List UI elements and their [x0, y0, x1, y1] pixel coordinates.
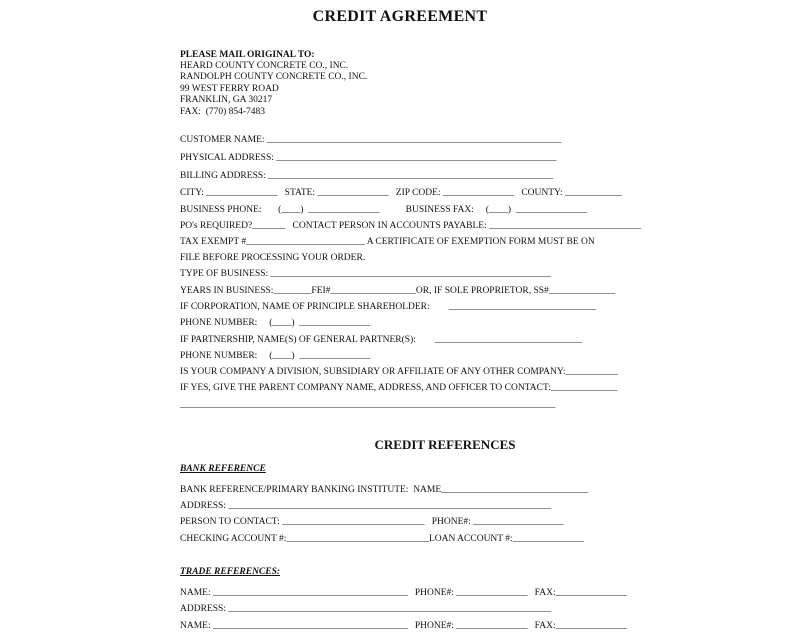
corporation-phone-field[interactable]: PHONE NUMBER: (____) _______________ [180, 318, 371, 328]
affiliate-company-field[interactable]: IS YOUR COMPANY A DIVISION, SUBSIDIARY OR AFFILIATE OF ANY OTHER COMPANY:___________ [180, 367, 618, 377]
mail-to-line: 99 WEST FERRY ROAD [180, 84, 279, 94]
mail-to-line: RANDOLPH COUNTY CONCRETE CO., INC. [180, 72, 368, 82]
mail-to-line: FAX: (770) 854-7483 [180, 107, 266, 117]
physical-address-field[interactable]: PHYSICAL ADDRESS: ___________________________________________________________ [180, 153, 557, 163]
bank-address-field[interactable]: ADDRESS: ____________________________________________________________________ [180, 501, 552, 511]
city-state-zip-county-fields[interactable]: CITY: _______________ STATE: _______________ ZIP CODE: _______________ COUNTY: ____________ [180, 188, 623, 198]
document-title: CREDIT AGREEMENT [312, 8, 488, 25]
corporation-shareholder-field[interactable]: IF CORPORATION, NAME OF PRINCIPLE SHAREHOLDER: _______________________________ [180, 302, 596, 312]
credit-references-title: CREDIT REFERENCES [374, 437, 516, 452]
billing-address-field[interactable]: BILLING ADDRESS: ____________________________________________________________ [180, 171, 554, 181]
mail-to-line: HEARD COUNTY CONCRETE CO., INC. [180, 61, 349, 71]
trade-references-heading: TRADE REFERENCES: [180, 567, 281, 577]
trade-address-field[interactable]: ADDRESS: ____________________________________________________________________ [180, 604, 552, 614]
bank-contact-phone-fields[interactable]: PERSON TO CONTACT: ______________________________ PHONE#: ___________________ [180, 517, 564, 527]
type-of-business-field[interactable]: TYPE OF BUSINESS: ___________________________________________________________ [180, 269, 551, 279]
partnership-phone-field[interactable]: PHONE NUMBER: (____) _______________ [180, 351, 371, 361]
po-contact-fields[interactable]: PO's REQUIRED?_______ CONTACT PERSON IN ACCOUNTS PAYABLE: ________________________________ [180, 221, 642, 231]
tax-exempt-field[interactable]: TAX EXEMPT #_________________________ A CERTIFICATE OF EXEMPTION FORM MUST BE ON [180, 237, 595, 247]
parent-company-field[interactable]: IF YES, GIVE THE PARENT COMPANY NAME, ADDRESS, AND OFFICER TO CONTACT:______________ [180, 383, 618, 393]
business-phone-fax-fields[interactable]: BUSINESS PHONE: (____) _______________ BUSINESS FAX: (____) _______________ [180, 205, 588, 215]
trade-name-phone-fax-fields[interactable]: NAME: _________________________________________ PHONE#: _______________ FAX:_______________ [180, 588, 627, 598]
bank-name-field[interactable]: BANK REFERENCE/PRIMARY BANKING INSTITUTE: NAME_______________________________ [180, 485, 589, 495]
bank-reference-heading: BANK REFERENCE [180, 464, 266, 474]
mail-to-line: FRANKLIN, GA 30217 [180, 95, 273, 105]
partnership-partner-field[interactable]: IF PARTNERSHIP, NAME(S) OF GENERAL PARTNER(S): _______________________________ [180, 335, 583, 345]
customer-name-field[interactable]: CUSTOMER NAME: ______________________________________________________________ [180, 135, 562, 145]
years-fei-ss-fields[interactable]: YEARS IN BUSINESS:________FEI#__________________OR, IF SOLE PROPRIETOR, SS#______________ [180, 286, 616, 296]
parent-company-extra-line[interactable]: _______________________________________________________________________________ [180, 400, 556, 410]
mail-to-heading: PLEASE MAIL ORIGINAL TO: [180, 50, 315, 60]
bank-account-fields[interactable]: CHECKING ACCOUNT #:______________________________LOAN ACCOUNT #:_______________ [180, 534, 584, 544]
trade-name-phone-fax-fields[interactable]: NAME: _________________________________________ PHONE#: _______________ FAX:_______________ [180, 621, 627, 631]
tax-exempt-note: FILE BEFORE PROCESSING YOUR ORDER. [180, 253, 366, 263]
